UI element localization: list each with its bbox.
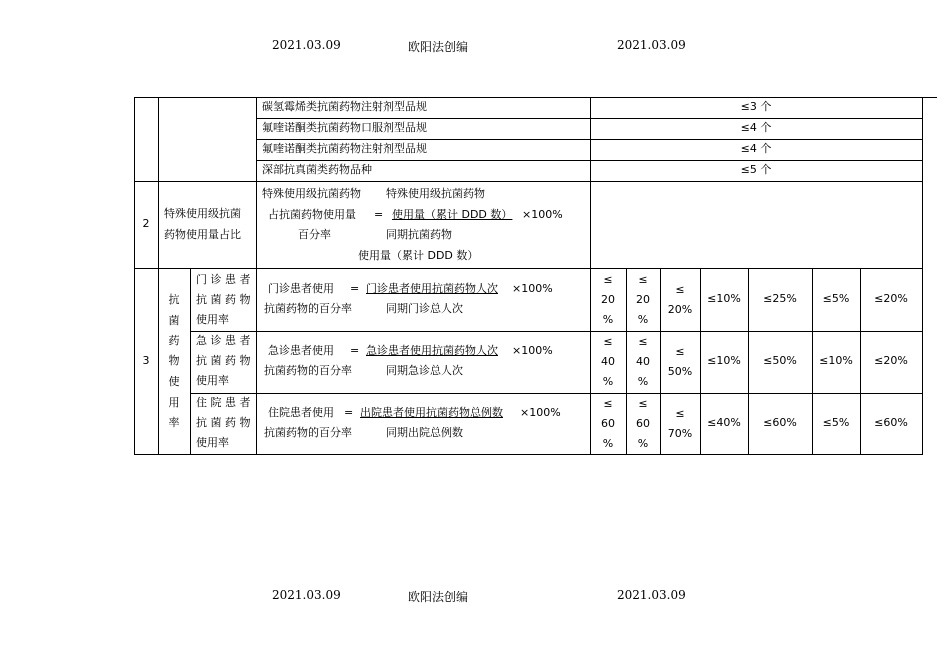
formula-numerator: 门诊患者使用抗菌药物人次: [366, 282, 498, 295]
target-value: ≤50%: [763, 354, 797, 367]
target-value: ≤ 70%: [667, 407, 693, 440]
row-number: 2: [142, 217, 150, 230]
target-value: ≤20%: [874, 292, 908, 305]
target-value: ≤10%: [819, 354, 853, 367]
formula-multiplier: ×100%: [512, 282, 553, 295]
sub-indicator-name: 使用率: [196, 313, 229, 326]
formula-numerator: 急诊患者使用抗菌药物人次: [366, 344, 498, 357]
item-label: 氟喹诺酮类抗菌药物注射剂型品规: [262, 142, 427, 155]
formula-denominator: 同期出院总例数: [386, 426, 463, 439]
group-label: 药: [168, 334, 180, 347]
group-label: 物: [168, 354, 180, 367]
sub-indicator-name: 急 诊 患 者: [196, 334, 251, 347]
footer-date-right: 2021.03.09: [617, 588, 686, 602]
target-value: ≤60%: [763, 416, 797, 429]
target-value: ≤ 40 %: [601, 335, 615, 388]
formula-denominator: 同期急诊总人次: [386, 364, 463, 377]
item-label: 氟喹诺酮类抗菌药物口服剂型品规: [262, 121, 427, 134]
formula-text: 抗菌药物的百分率: [264, 426, 352, 439]
sub-indicator-name: 使用率: [196, 436, 229, 449]
formula-eq: =: [374, 208, 384, 221]
formula-multiplier: ×100%: [520, 406, 561, 419]
footer-author: 欧阳法创编: [408, 590, 469, 604]
sub-indicator-name: 住 院 患 者: [196, 396, 251, 409]
group-label: 率: [168, 416, 180, 429]
formula-text: 急诊患者使用: [268, 344, 334, 357]
item-label: 碳氢霉烯类抗菌药物注射剂型品规: [262, 100, 427, 113]
formula-denominator: 同期门诊总人次: [386, 302, 463, 315]
group-label: 抗: [168, 293, 180, 306]
item-label: 深部抗真菌类药物品种: [262, 163, 372, 176]
formula-text: 抗菌药物的百分率: [264, 364, 352, 377]
header-date-left: 2021.03.09: [272, 38, 341, 52]
formula-multiplier: ×100%: [512, 344, 553, 357]
formula-text: 占抗菌药物使用量: [268, 208, 356, 221]
item-value: ≤4 个: [740, 142, 772, 155]
group-label: 菌: [168, 314, 180, 327]
header-date-right: 2021.03.09: [617, 38, 686, 52]
target-value: ≤5%: [822, 292, 850, 305]
footer-date-left: 2021.03.09: [272, 588, 341, 602]
formula-text: 门诊患者使用: [268, 282, 334, 295]
formula-text: 百分率: [298, 228, 331, 241]
target-value: ≤ 40 %: [636, 335, 650, 388]
item-value: ≤3 个: [740, 100, 772, 113]
group-label: 使: [168, 375, 180, 388]
sub-indicator-name: 抗 菌 药 物: [196, 354, 251, 367]
formula-eq: =: [344, 406, 354, 419]
formula-numerator: 使用量（累计 DDD 数）: [392, 208, 513, 221]
target-value: ≤ 20%: [667, 283, 693, 316]
item-value: ≤4 个: [740, 121, 772, 134]
formula-multiplier: ×100%: [522, 208, 563, 221]
sub-indicator-name: 门 诊 患 者: [196, 273, 251, 286]
target-value: ≤5%: [822, 416, 850, 429]
row-number: 3: [142, 354, 150, 367]
formula-eq: =: [350, 344, 360, 357]
formula-denominator: 使用量（累计 DDD 数）: [358, 249, 479, 262]
group-label: 用: [168, 396, 180, 409]
formula-eq: =: [350, 282, 360, 295]
target-value: ≤ 60 %: [636, 397, 650, 450]
target-value: ≤ 60 %: [601, 397, 615, 450]
formula-text: 特殊使用级抗菌药物: [386, 187, 485, 200]
target-value: ≤ 50%: [667, 345, 693, 378]
target-value: ≤ 20 %: [636, 273, 650, 326]
formula-text: 住院患者使用: [268, 406, 334, 419]
indicator-name: 特殊使用级抗菌: [164, 207, 241, 220]
target-value: ≤40%: [707, 416, 741, 429]
formula-text: 特殊使用级抗菌药物: [262, 187, 361, 200]
indicator-name: 药物使用量占比: [164, 228, 241, 241]
formula-denominator: 同期抗菌药物: [386, 228, 452, 241]
sub-indicator-name: 抗 菌 药 物: [196, 293, 251, 306]
target-value: ≤60%: [874, 416, 908, 429]
target-value: ≤ 20 %: [601, 273, 615, 326]
header-author: 欧阳法创编: [408, 40, 469, 54]
target-value: ≤25%: [763, 292, 797, 305]
item-value: ≤5 个: [740, 163, 772, 176]
target-value: ≤10%: [707, 354, 741, 367]
target-value: ≤10%: [707, 292, 741, 305]
sub-indicator-name: 抗 菌 药 物: [196, 416, 251, 429]
formula-numerator: 出院患者使用抗菌药物总例数: [360, 406, 503, 419]
target-value: ≤20%: [874, 354, 908, 367]
sub-indicator-name: 使用率: [196, 374, 229, 387]
formula-text: 抗菌药物的百分率: [264, 302, 352, 315]
